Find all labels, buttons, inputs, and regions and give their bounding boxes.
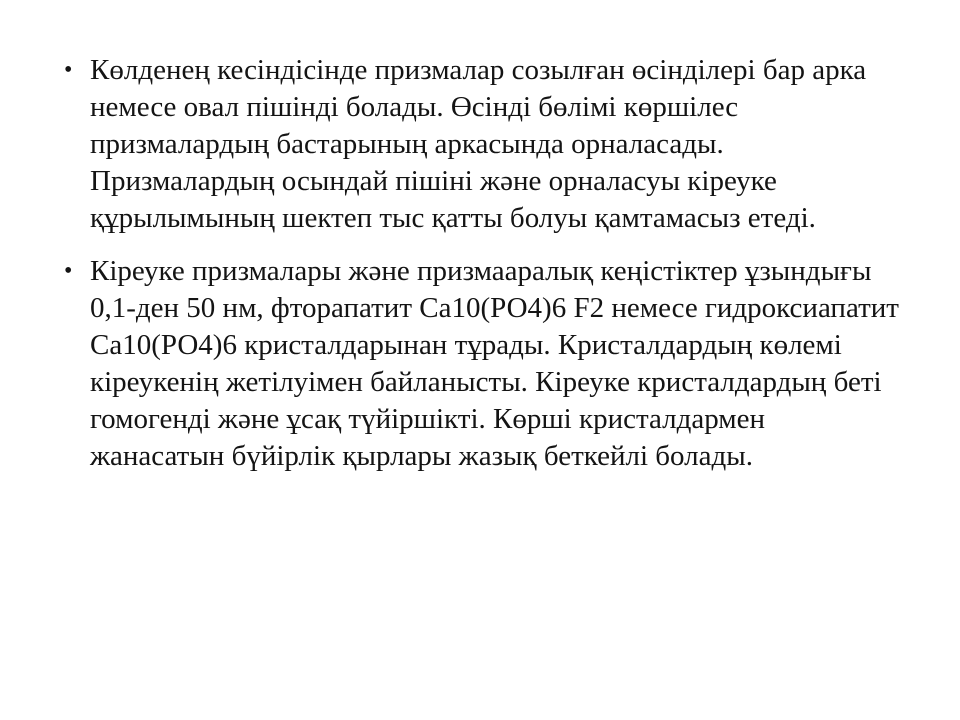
bullet-dot-icon: •	[64, 57, 73, 83]
bullet-text: Кіреуке призмалары және призмааралық кеңістіктер ұзындығы 0,1-ден 50 нм, фторапатит Са10(РО4)6 F2 немесе гидроксиапатит Са10(РО4)6 кристалдарынан тұрады. Кристалдардың көлемі кіреукенің жетілуімен байланысты. Кіреуке кристалдардың беті гомогенді және ұсақ түйіршікті. Көрші кристалдармен жанасатын бүйірлік қырлары жазық беткейлі болады.	[90, 255, 899, 472]
bullet-text: Көлденең кесіндісінде призмалар созылған өсінділері бар арка немесе овал пішінді болады. Өсінді бөлімі көршілес призмалардың бастарының аркасында орналасады. Призмалардың осындай пішіні және орналасуы кіреуке құрылымының шектеп тыс қатты болуы қамтамасыз етеді.	[90, 54, 867, 234]
bullet-list	[64, 52, 904, 475]
bullet-item	[64, 52, 904, 237]
bullet-item	[64, 253, 904, 475]
bullet-dot-icon: •	[64, 258, 73, 284]
